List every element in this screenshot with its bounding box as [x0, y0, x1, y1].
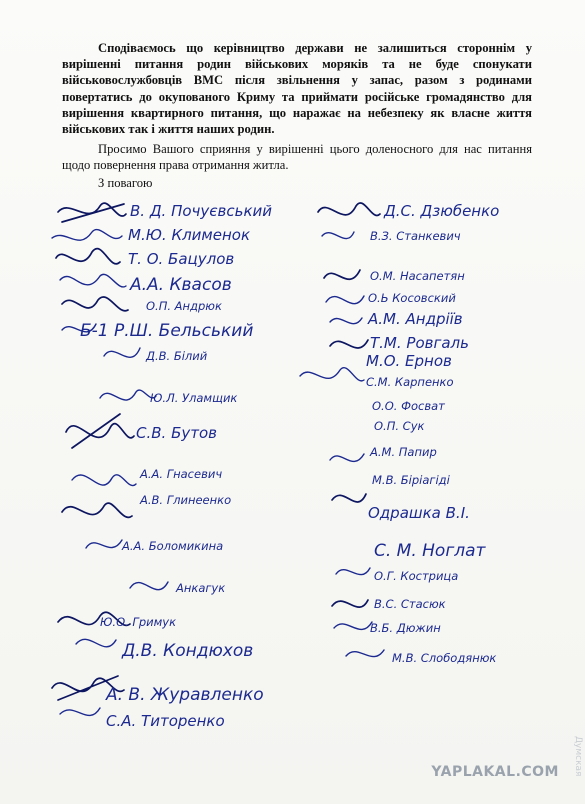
signature-left-3: Т. О. Бацулов [128, 250, 235, 268]
signature-left-11: А.В. Глинеенко [140, 493, 232, 507]
signature-right-3: О.М. Насапетян [370, 269, 465, 283]
signature-right-5: А.М. Андріїв [368, 310, 463, 328]
signature-left-1: В. Д. Почуєвський [130, 202, 272, 220]
signature-scribble [56, 249, 120, 264]
signature-scribble [76, 639, 116, 646]
signature-right-16: В.С. Стасюк [374, 597, 446, 611]
signature-left-17: С.А. Титоренко [106, 712, 225, 730]
signature-scribble [130, 582, 168, 590]
letter-paragraph-1: Сподіваємось що керівництво держави не залишиться стороннім у вирішенні питання родин військових моряків та не буде спонукати військовослужбовців ВМС після звільнення у запас, разом з родинами повертатись до окупованого Криму та приймати російське громадянство для вирішення квартирного питання, що наражає на небезпеку як власне життя військових так і життя наших родин. [62, 41, 532, 137]
signature-right-12: М.В. Біріагіді [372, 473, 450, 487]
signature-right-7: М.О. Ернов [366, 352, 452, 370]
signature-left-2: М.Ю. Клименок [128, 226, 251, 244]
signature-scribble [322, 232, 354, 239]
signature-left-7: Д.В. Білий [146, 349, 208, 363]
signature-scribble [334, 622, 372, 629]
signature-right-4: О.Ь Косовский [368, 291, 456, 305]
signature-left-16: А. В. Журавленко [106, 685, 264, 705]
signature-scribble [60, 274, 126, 287]
signature-scribble [60, 708, 100, 715]
signature-right-11: А.М. Папир [370, 445, 437, 459]
signature-left-12: А.А. Боломикина [122, 539, 224, 553]
signature-right-10: О.П. Сук [374, 419, 425, 433]
signature-scribble [318, 203, 380, 215]
signature-scribble [300, 368, 364, 381]
signature-right-17: В.Б. Дюжин [370, 621, 441, 635]
signature-left-13: Анкагук [176, 581, 226, 595]
signature-scribble [52, 230, 122, 241]
signature-scribble [332, 494, 366, 502]
signature-right-8: С.М. Карпенко [366, 375, 454, 389]
signature-scribble [324, 270, 360, 279]
signature-scribble [104, 348, 140, 357]
signature-right-13: Одрашка В.І. [368, 504, 470, 522]
watermark-text: YAPLAKAL.COM [431, 764, 559, 780]
signature-right-15: О.Г. Кострица [374, 569, 459, 583]
signature-scribble [346, 650, 384, 657]
signature-right-1: Д.С. Дзюбенко [384, 202, 500, 220]
signature-scribble [86, 540, 122, 548]
signature-left-9: С.В. Бутов [136, 424, 217, 442]
signature-right-18: М.В. Слободянюк [392, 651, 497, 665]
signature-scribble [332, 600, 368, 607]
side-watermark: Думская [573, 736, 583, 777]
signature-right-9: О.О. Фосват [372, 399, 445, 413]
signature-left-4: А.А. Квасов [130, 275, 232, 295]
signature-scribble [330, 318, 362, 324]
signature-right-14: С. М. Ноглат [374, 541, 486, 561]
signature-left-6: Б-1 Р.Ш. Бельський [80, 321, 254, 341]
signature-left-5: О.П. Андрюк [146, 299, 222, 313]
signature-scribble [326, 296, 364, 304]
signature-scribble [330, 340, 368, 348]
signature-left-15: Д.В. Кондюхов [122, 641, 254, 661]
signature-scribble [336, 568, 370, 575]
signature-scribble [62, 503, 132, 517]
signature-scribble [66, 414, 134, 448]
signature-scribble [330, 454, 364, 461]
signature-right-6: Т.М. Ровгаль [370, 334, 469, 352]
signature-scribble [72, 475, 136, 486]
letter-closing: З повагою [98, 176, 153, 190]
letter-paragraph-2: Просимо Вашого сприяння у вирішенні цього доленосного для нас питання щодо повернення права отримання житла. [62, 142, 532, 173]
signature-scribble [58, 203, 126, 222]
signature-left-10: А.А. Гнасевич [140, 467, 223, 481]
signature-scribble [62, 297, 128, 311]
signature-left-8: Ю.Л. Уламщик [150, 391, 238, 405]
signature-left-14: Ю.О. Гримук [100, 615, 177, 629]
signature-right-2: В.З. Станкевич [370, 229, 461, 243]
signature-scribble [100, 390, 156, 400]
